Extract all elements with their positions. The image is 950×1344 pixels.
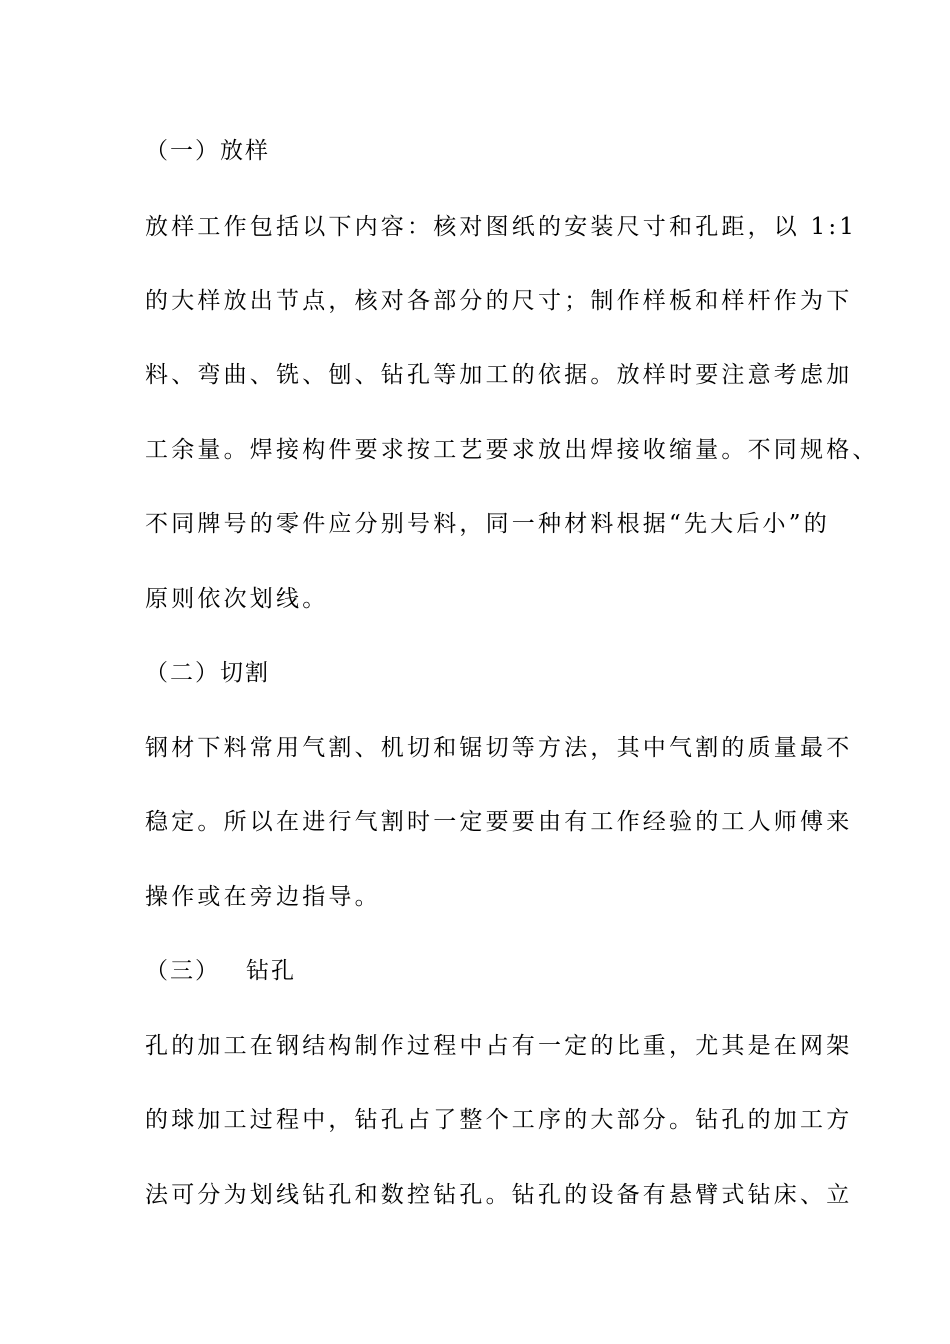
section-2-heading: （二）切割 bbox=[145, 660, 270, 686]
section-3-heading-title: 钻孔 bbox=[246, 958, 296, 984]
section-1-heading: （一）放样 bbox=[145, 138, 270, 164]
section-3-line-2: 的球加工过程中，钻孔占了整个工序的大部分。钻孔的加工方 bbox=[145, 1107, 853, 1133]
section-2-line-3: 操作或在旁边指导。 bbox=[145, 884, 381, 910]
section-2-line-1: 钢材下料常用气割、机切和锯切等方法，其中气割的质量最不 bbox=[145, 735, 853, 761]
section-3-heading bbox=[145, 956, 296, 986]
section-2-line-2: 稳定。所以在进行气割时一定要要由有工作经验的工人师傅来 bbox=[145, 809, 853, 835]
section-1-line-3: 料、弯曲、铣、刨、钻孔等加工的依据。放样时要注意考虑加 bbox=[145, 362, 853, 388]
section-1-line-1: 放样工作包括以下内容：核对图纸的安装尺寸和孔距，以 1:1 bbox=[145, 214, 858, 240]
section-3-heading-number: （三） bbox=[145, 958, 220, 984]
section-1-line-5: 不同牌号的零件应分别号料，同一种材料根据“先大后小”的 bbox=[145, 511, 830, 537]
section-1-line-6: 原则依次划线。 bbox=[145, 586, 329, 612]
section-3-line-3: 法可分为划线钻孔和数控钻孔。钻孔的设备有悬臂式钻床、立 bbox=[145, 1182, 853, 1208]
section-1-line-2: 的大样放出节点，核对各部分的尺寸；制作样板和样杆作为下 bbox=[145, 288, 853, 314]
section-3-line-1: 孔的加工在钢结构制作过程中占有一定的比重，尤其是在网架 bbox=[145, 1033, 853, 1059]
section-1-line-4: 工余量。焊接构件要求按工艺要求放出焊接收缩量。不同规格、 bbox=[145, 437, 879, 463]
